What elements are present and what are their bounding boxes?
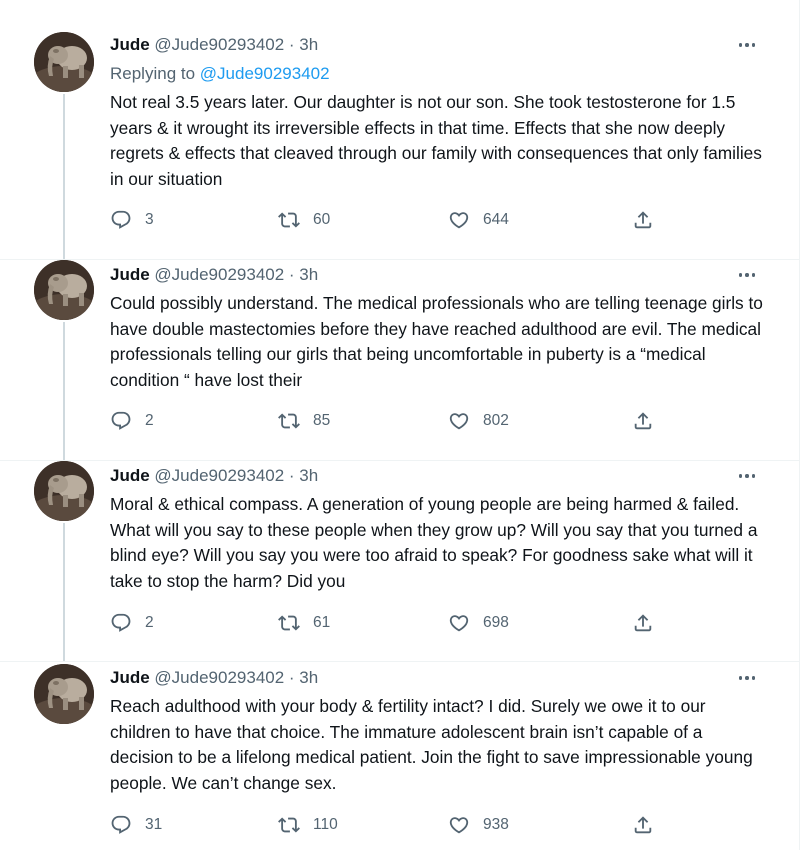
tweet[interactable] [0,461,799,661]
share-icon [632,612,654,634]
retweet-button[interactable] [278,208,330,232]
heart-icon [448,814,470,836]
reply-icon [110,814,132,836]
tweet-text: Not real 3.5 years later. Our daughter is not our son. She took testosterone for 1.5 years & it wrought its irreversible effects in that time. Effects that she now deeply regrets & effects that cleaved through our family with consequences that only families in our situation [110,92,762,189]
replying-to-mention[interactable]: @Jude90293402 [199,64,330,83]
tweet-header [110,667,318,689]
replying-to [110,63,330,85]
user-handle[interactable]: @Jude90293402 [154,668,285,687]
retweet-count: 85 [313,412,331,429]
like-count: 938 [483,816,509,833]
tweet-text: Reach adulthood with your body & fertility intact? I did. Surely we owe it to our children to have that choice. The immature adolescent brain isn’t capable of a decision to be a lifelong medical patient. Join the fight to save impressionable young people. We can’t change sex. [110,696,753,793]
tweet-actions [110,409,670,433]
retweet-icon [278,209,300,231]
timestamp[interactable]: · 3h [288,35,319,54]
share-icon [632,209,654,231]
share-button[interactable] [632,208,654,232]
tweet-actions [110,611,670,635]
avatar[interactable] [34,260,94,320]
retweet-count: 110 [313,816,338,833]
retweet-button[interactable] [278,409,330,433]
retweet-button[interactable] [278,813,338,837]
like-count: 802 [483,412,509,429]
heart-icon [448,410,470,432]
avatar[interactable] [34,664,94,724]
reply-count: 3 [145,211,154,228]
reply-icon [110,410,132,432]
avatar[interactable] [34,32,94,92]
reply-count: 2 [145,412,154,429]
share-icon [632,410,654,432]
retweet-button[interactable] [278,611,330,635]
share-button[interactable] [632,813,654,837]
tweet-header [110,465,318,487]
like-button[interactable] [448,208,509,232]
retweet-icon [278,410,300,432]
tweet[interactable] [0,662,799,850]
user-handle[interactable]: @Jude90293402 [154,35,285,54]
reply-button[interactable] [110,813,162,837]
display-name[interactable]: Jude [110,265,150,284]
reply-button[interactable] [110,208,154,232]
tweet-text: Could possibly understand. The medical professionals who are telling teenage girls to have double mastectomies before they have reached adulthood are evil. The medical professionals telling our girls that being uncomfortable in puberty is a “medical condition “ have lost their [110,293,763,390]
timestamp[interactable]: · 3h [288,466,319,485]
user-handle[interactable]: @Jude90293402 [154,265,285,284]
reply-button[interactable] [110,611,154,635]
tweet[interactable] [0,260,799,460]
avatar[interactable] [34,461,94,521]
reply-count: 31 [145,816,163,833]
retweet-icon [278,612,300,634]
more-icon[interactable] [735,465,759,487]
retweet-icon [278,814,300,836]
user-handle[interactable]: @Jude90293402 [154,466,285,485]
thread-line [63,94,65,260]
tweet-text: Moral & ethical compass. A generation of young people are being harmed & failed. What will you say to these people when they grow up? Will you say that you turned a blind eye? Will you say you were too afraid to speak? For goodness sake what will it take to stop the harm? Did you [110,494,758,591]
thread-line [63,322,65,460]
share-icon [632,814,654,836]
more-icon[interactable] [735,667,759,689]
heart-icon [448,612,470,634]
retweet-count: 60 [313,211,331,228]
reply-count: 2 [145,614,154,631]
like-button[interactable] [448,813,509,837]
like-button[interactable] [448,611,509,635]
heart-icon [448,209,470,231]
tweet-header [110,34,318,56]
tweet[interactable] [0,0,799,260]
like-count: 698 [483,614,509,631]
reply-icon [110,612,132,634]
display-name[interactable]: Jude [110,466,150,485]
replying-to-label: Replying to [110,64,196,83]
reply-icon [110,209,132,231]
tweet-actions [110,813,670,837]
more-icon[interactable] [735,264,759,286]
share-button[interactable] [632,611,654,635]
timestamp[interactable]: · 3h [288,668,319,687]
share-button[interactable] [632,409,654,433]
like-button[interactable] [448,409,509,433]
tweet-actions [110,208,670,232]
thread-line [63,523,65,661]
reply-button[interactable] [110,409,154,433]
display-name[interactable]: Jude [110,668,150,687]
display-name[interactable]: Jude [110,35,150,54]
timestamp[interactable]: · 3h [288,265,319,284]
more-icon[interactable] [735,34,759,56]
tweet-header [110,264,318,286]
retweet-count: 61 [313,614,331,631]
like-count: 644 [483,211,509,228]
